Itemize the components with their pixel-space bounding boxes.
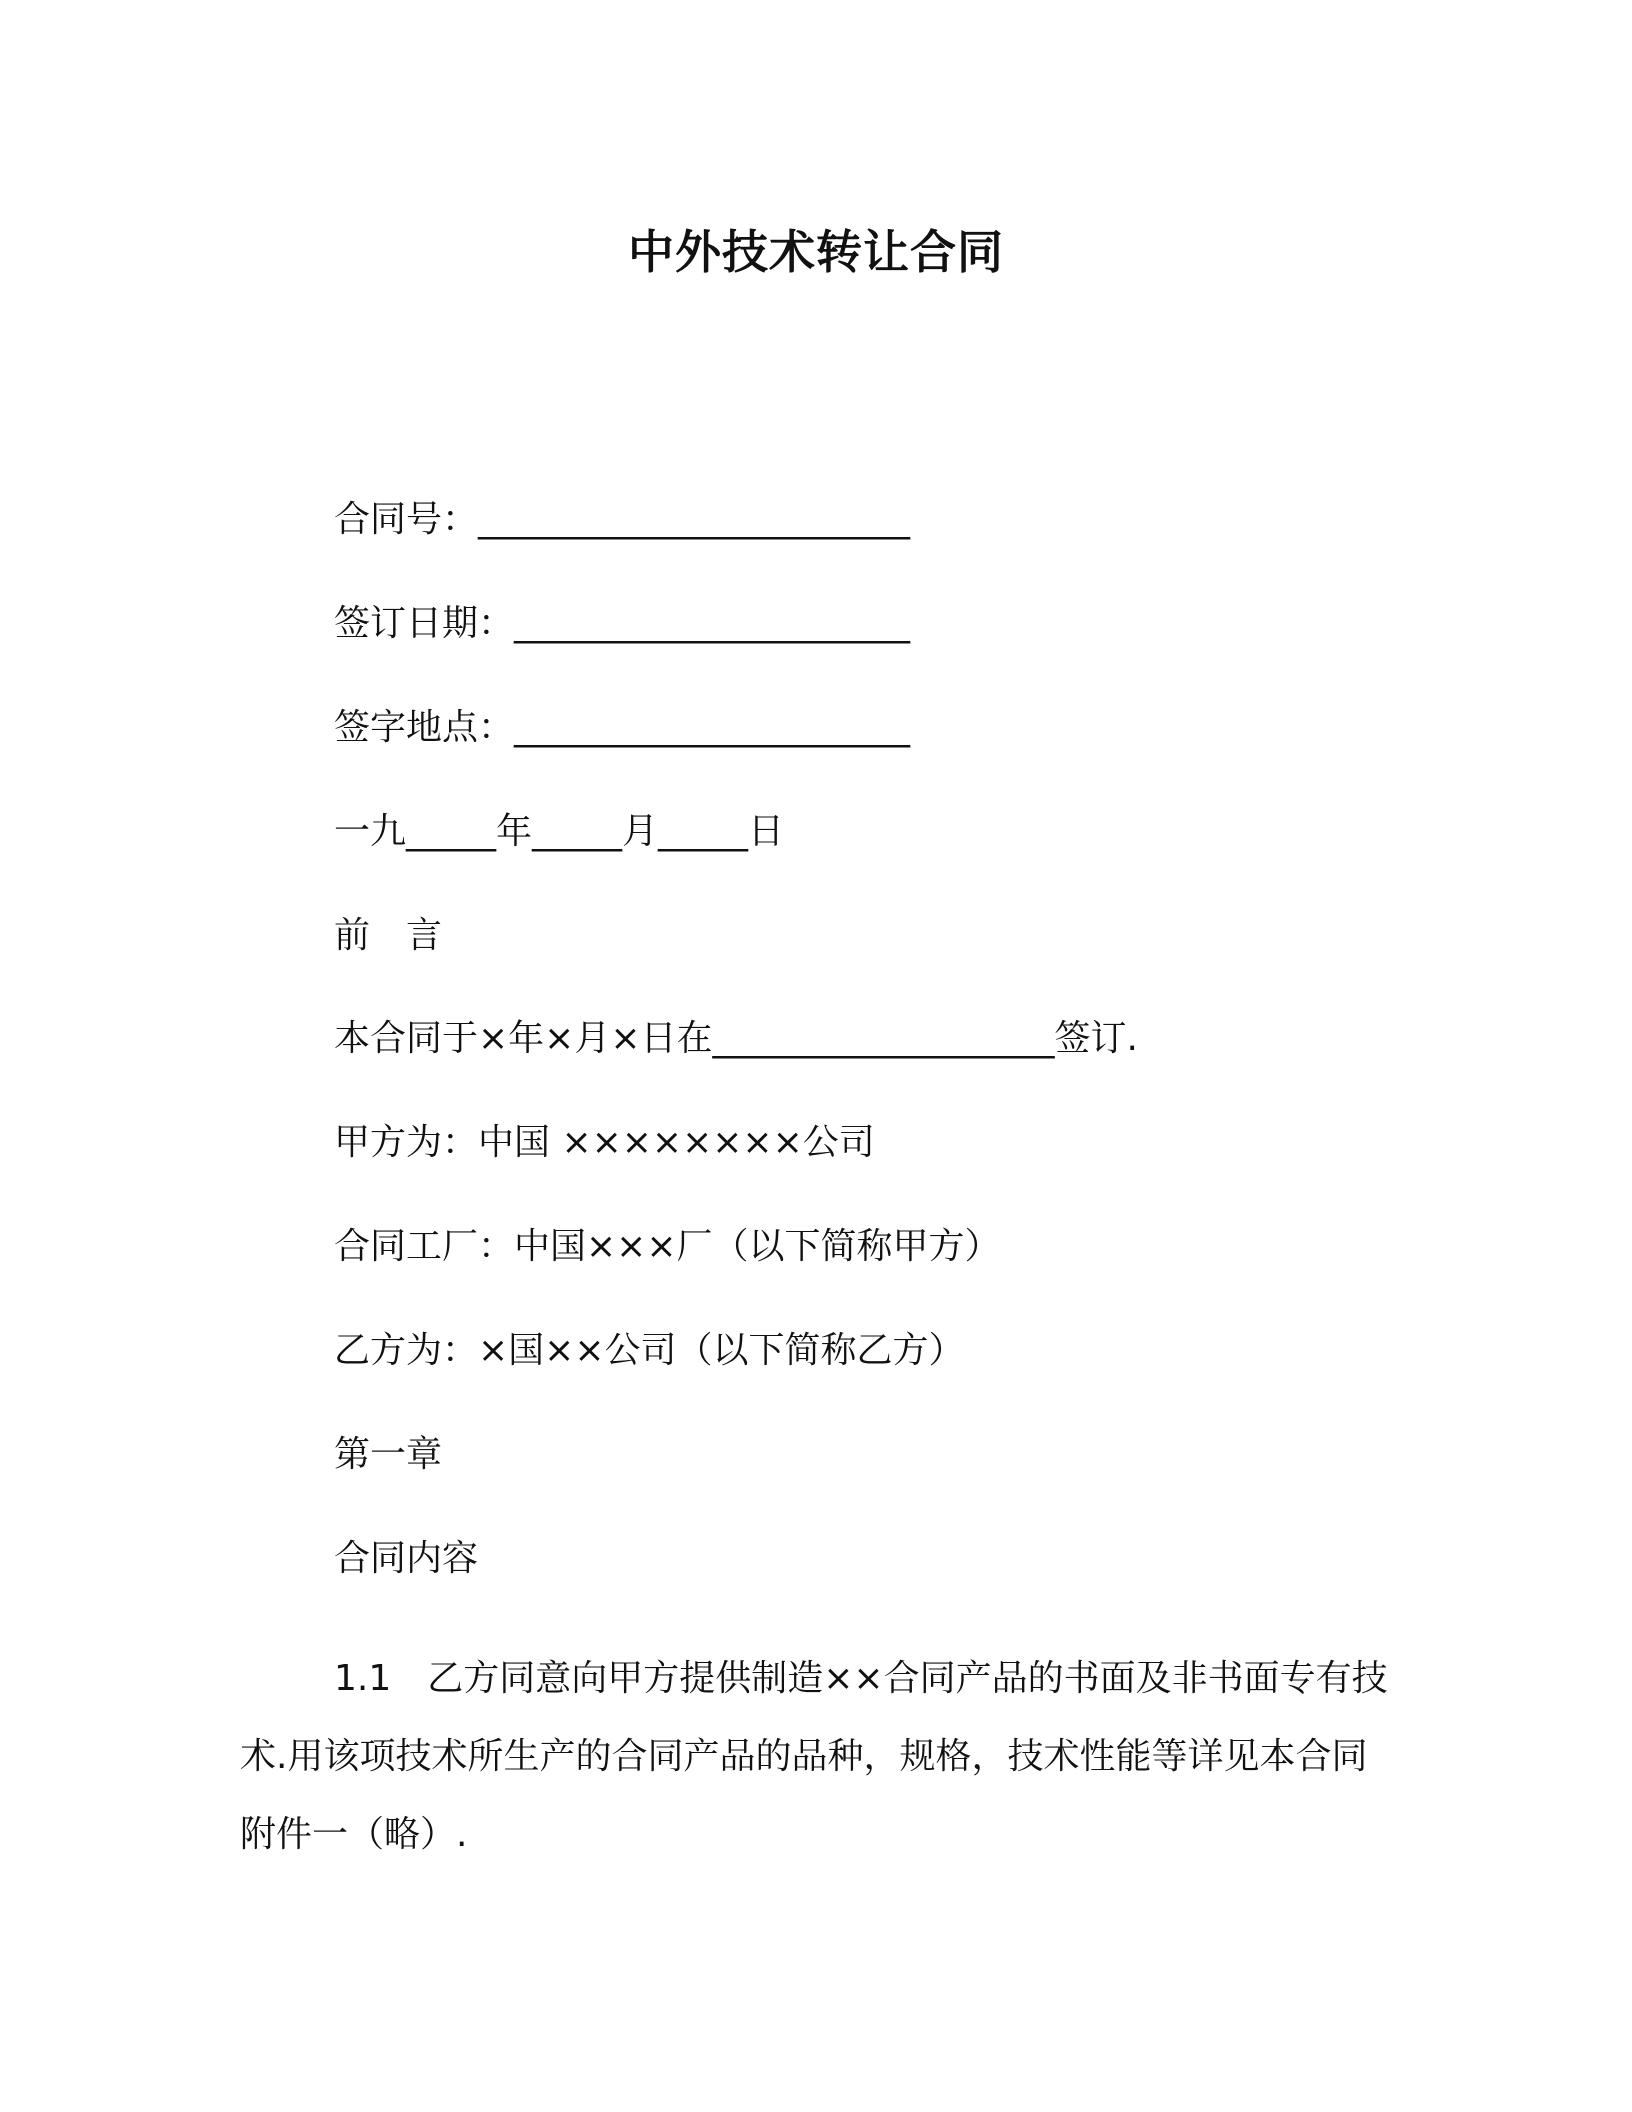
preface-line: 合同工厂：中国×××厂（以下简称甲方） xyxy=(334,1226,1001,1267)
document-title: 中外技术转让合同 xyxy=(628,225,1004,279)
date-line: 一九_____年_____月_____日 xyxy=(334,811,785,852)
clause-paragraph: 1.1 乙方同意向甲方提供制造××合同产品的书面及非书面专有技术.用该项技术所生产的合同产品的品种，规格，技术性能等详见本合同附件一（略）. xyxy=(240,1658,1388,1855)
preface-heading: 前 言 xyxy=(334,915,443,956)
preface-line: 甲方为：中国 ××××××××公司 xyxy=(334,1122,875,1163)
contract-number-field: 合同号：________________________ xyxy=(334,499,911,540)
chapter-title: 合同内容 xyxy=(334,1538,479,1579)
chapter-heading: 第一章 xyxy=(334,1434,443,1475)
signing-date-field: 签订日期：______________________ xyxy=(334,603,911,644)
signing-place-field: 签字地点：______________________ xyxy=(334,707,911,748)
preface-line: 乙方为：×国××公司（以下简称乙方） xyxy=(334,1330,965,1371)
preface-line: 本合同于×年×月×日在___________________签订. xyxy=(334,1018,1138,1059)
